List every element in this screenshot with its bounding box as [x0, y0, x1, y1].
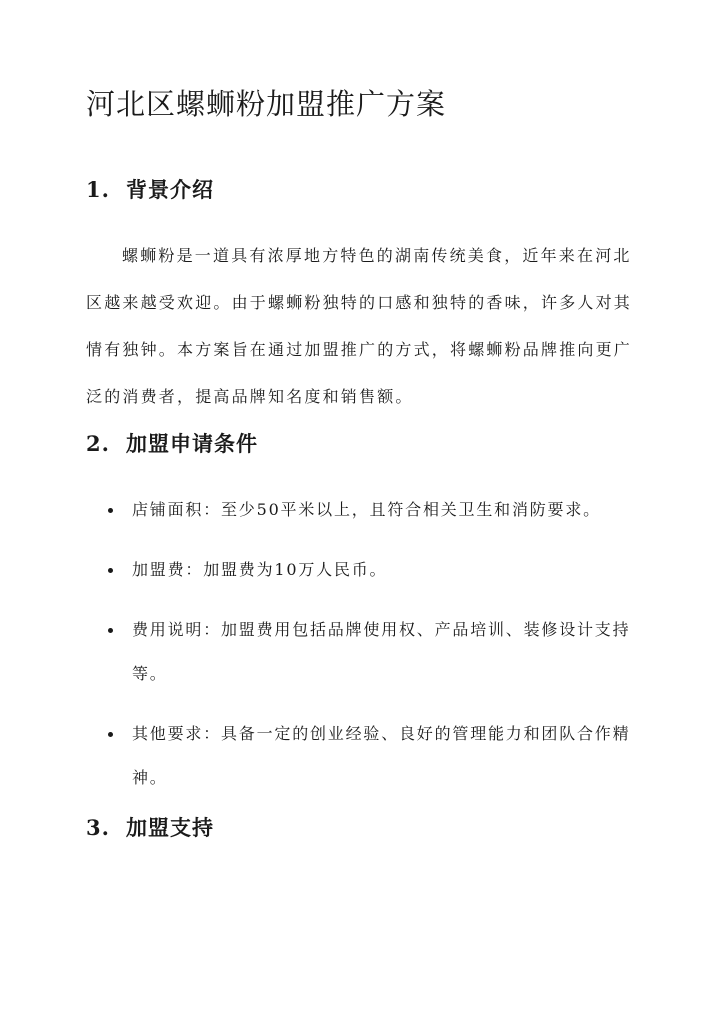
section-number: 1.	[86, 177, 110, 202]
requirements-list	[86, 488, 638, 816]
bullet-dot-icon	[108, 732, 113, 737]
section-number: 2.	[86, 431, 110, 456]
section-heading-text: 加盟申请条件	[126, 431, 258, 456]
list-item	[86, 608, 638, 696]
bullet-dot-icon	[108, 508, 113, 513]
list-item	[86, 712, 638, 800]
list-item	[86, 548, 638, 592]
list-item	[86, 488, 638, 532]
list-item-text: 其他要求：具备一定的创业经验、良好的管理能力和团队合作精神。	[132, 724, 631, 787]
section-number: 3.	[86, 815, 110, 840]
bullet-dot-icon	[108, 568, 113, 573]
section-heading-background	[86, 174, 214, 204]
list-item-text: 加盟费：加盟费为10万人民币。	[132, 560, 388, 579]
section-heading-support	[86, 812, 214, 842]
list-item-text: 费用说明：加盟费用包括品牌使用权、产品培训、装修设计支持等。	[132, 620, 631, 683]
background-paragraph: 螺蛳粉是一道具有浓厚地方特色的湖南传统美食，近年来在河北区越来越受欢迎。由于螺蛳粉独特的口感和独特的香味，许多人对其情有独钟。本方案旨在通过加盟推广的方式，将螺蛳粉品牌推向更广泛的消费者，提高品牌知名度和销售额。	[86, 246, 633, 406]
list-item-text: 店铺面积：至少50平米以上，且符合相关卫生和消防要求。	[132, 500, 601, 519]
bullet-dot-icon	[108, 628, 113, 633]
section-heading-text: 背景介绍	[126, 177, 214, 202]
section-heading-text: 加盟支持	[126, 815, 214, 840]
document-title: 河北区螺蛳粉加盟推广方案	[86, 87, 447, 121]
section-heading-requirements	[86, 428, 258, 458]
